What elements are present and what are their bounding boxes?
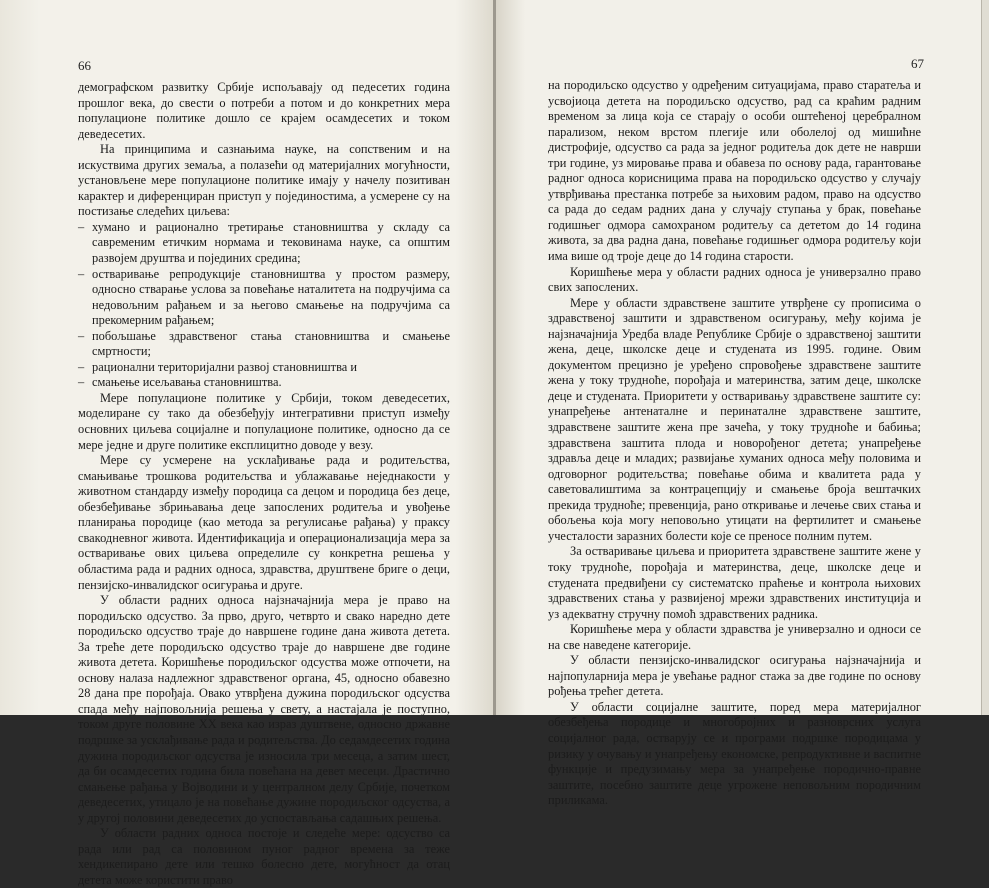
paragraph: демографском развитку Србије испољавају од педесетих година прошлог века, до свести о потреби а потом и до конкретних мера популационе политике дошло се крајем осамдесетих и током деведесетих. xyxy=(78,80,450,141)
paragraph: Мере у области здравствене заштите утврђене су прописима о здравственој заштити и здравственом осигурању, међу којима је најзначајнија Уредба владе Републике Србије о здравственој заштити жена, деце, школске деце и студената из 1995. године. Овим документом прецизно је уређено спровођење здравствене заштите жена у току трудноће, порођаја и материнства, затим деце, школске деце и студената. Приоритети у остваривању здравствене заштите су: унапређење антенаталне и перинаталне здравствене заштите, здравствене заштите жена пре зачећа, у току трудноће и бабиња; здравствена заштита плода и новорођеног детета; унапређење здравља деце и младих; развијање хуманих односа међу половима и одговорног родитељства; повећање обима и квалитета рада у саветовалиштима за контрацепцију и смањење броја вештачких прекида трудноће; превенција, рано откривање и лечење свих стања и обољења која могу неповољно утицати на фертилитет и смањење учесталости заразних болести које се преносе полним путем. xyxy=(548,295,921,543)
page-edge xyxy=(981,0,989,715)
paragraph: У области социјалне заштите, поред мера материјалног обезбеђења породице и многобројних и разноврсних услуга социјалног рада, остварују се и програми подршке породицама у ризику у очувању и унапређењу економске, репродуктивне и васпитне функције и предузимању мера за унапређење породично-правне заштите, посебно заштите деце угрожене неповољним породичним приликама. xyxy=(548,699,921,808)
paragraph: У области радних односа постоје и следеће мере: одсуство са рада или рад са половином пуног радног времена за теже хендикепирано дете или тешко болесно дете, могућност да отац детета може користити право xyxy=(78,826,450,887)
goals-list xyxy=(78,220,450,391)
list-item: – рационални територијални развој становништва и xyxy=(78,360,450,376)
page-number: 67 xyxy=(911,56,924,71)
paragraph: У области радних односа најзначајнија мера је право на породиљско одсуство. За прво, друго, четврто и свако наредно дете породиљско одсуство траје до навршене године дана живота детета. За треће дете породиљско одсуство траје до навршене две године живота детета. Коришћење породиљског одсуства може отпочети, на основу налаза надлежног здравственог органа, 45, односно обавезно 28 дана пре порођаја. Овако утврђена дужина породиљског одсуства спада међу најповољнија решења у свету, а настајала је поступно, током друге половине XX века као израз душтвене, односно државне подршке за усклађивање рада и родитељства. До седамдесетих година дужина породиљског одсуства је износила три месеца, а затим шест, да би осамдесетих година била повећана на девет месеци. Драстично смањење рађања у Војводини и у централном делу Србије, почетком деведесетих, утицало је на повећање дужине породиљског одсуства, а у другој половини деведесетих до успостављања садашњих решења. xyxy=(78,593,450,825)
page-number: 66 xyxy=(78,58,91,73)
page-body xyxy=(548,78,921,809)
paragraph: Мере популационе политике у Србији, током деведесетих, моделиране су тако да обезбеђују интегративни приступ између основних циљева социјалне и популационе политике, односно да се мере једне и друге политике експлицитно доводе у везу. xyxy=(78,390,450,452)
list-item: – побољшање здравственог стања становништва и смањење смртности; xyxy=(78,329,450,360)
list-item: – смањење исељавања становништва. xyxy=(78,375,450,391)
paragraph: На принципима и сазнањима науке, на сопственим и на искуствима других земаља, а полазећи од материјалних могућности, установљене мере популационе политике имају у начелу позитиван карактер и диференциран приступ у појединостима, а усмерене су на постизање следећих циљева: xyxy=(78,142,450,219)
paragraph: У области пензијско-инвалидског осигурања најзначајнија и најпопуларнија мера је увећање радног стажа за две године по основу рођења трећег детета. xyxy=(548,653,921,699)
list-item: – остваривање репродукције становништва у простом размеру, односно стварање услова за повећање наталитета на подручјима са недовољним рађањем и за његово смањење на подручјима са прекомерним рађањем; xyxy=(78,267,450,329)
paragraph: Мере су усмерене на усклађивање рада и родитељства, смањивање трошкова родитељства и ублажавање неједнакости у животном стандарду између породица са децом и породица без деце, обезбеђивање збрињавања деце запослених родитеља и увођење планирања породице (као метода за регулисање рађања) у праксу свакодневног живота. Идентификација и операционализација мера за остваривање ових циљева определиле су конкретна решења у областима рада и радних односа, здравства, друштвене бриге о деци, пензијско-инвалидског осигурања и друге. xyxy=(78,453,450,592)
right-page xyxy=(496,0,981,808)
paragraph: За остваривање циљева и приоритета здравствене заштите жене у току трудноће, порођаја и материнства, деце, школске деце и студената предвиђени су систематско праћење и контрола њихових здравствених стања у развијеној мрежи здравствених институција и уз адекватну стручну помоћ здравствених радника. xyxy=(548,544,921,621)
paragraph: на породиљско одсуство у одређеним ситуацијама, право старатеља и усвојиоца детета на породиљско одсуство, рад са краћим радним временом за лица која се старају о особи оштећеној церебралном парализом, неком врстом плегије или оболелој од мишићне дистрофије, одсуство са рада за једног родитеља док дете не наврши три године, уз мировање права и обавеза по основу рада, гарантовање радног односа корисницима права на породиљско одсуство у случају утврђивања престанка потребе за њиховим радом, право на одсуство са рада до седам радних дана у случају ступања у брак, повећање годишњег одмора самохраном родитељу са дететом до 14 година живота, за два радна дана, повећање годишњег одмора родитељу који има више од троје деце до 14 година старости. xyxy=(548,78,921,264)
page-body xyxy=(78,80,450,888)
list-item: – хумано и рационално третирање становништва у складу са савременим етичким нормама и тековинама науке, са општим развојем друштва и појединих средина; xyxy=(78,220,450,267)
paragraph: Коришћење мера у области здравства је универзално и односи се на све наведене категорије. xyxy=(548,622,921,652)
paragraph: Коришћење мера у области радних односа је универзално право свих запослених. xyxy=(548,264,921,295)
left-page xyxy=(0,0,495,887)
